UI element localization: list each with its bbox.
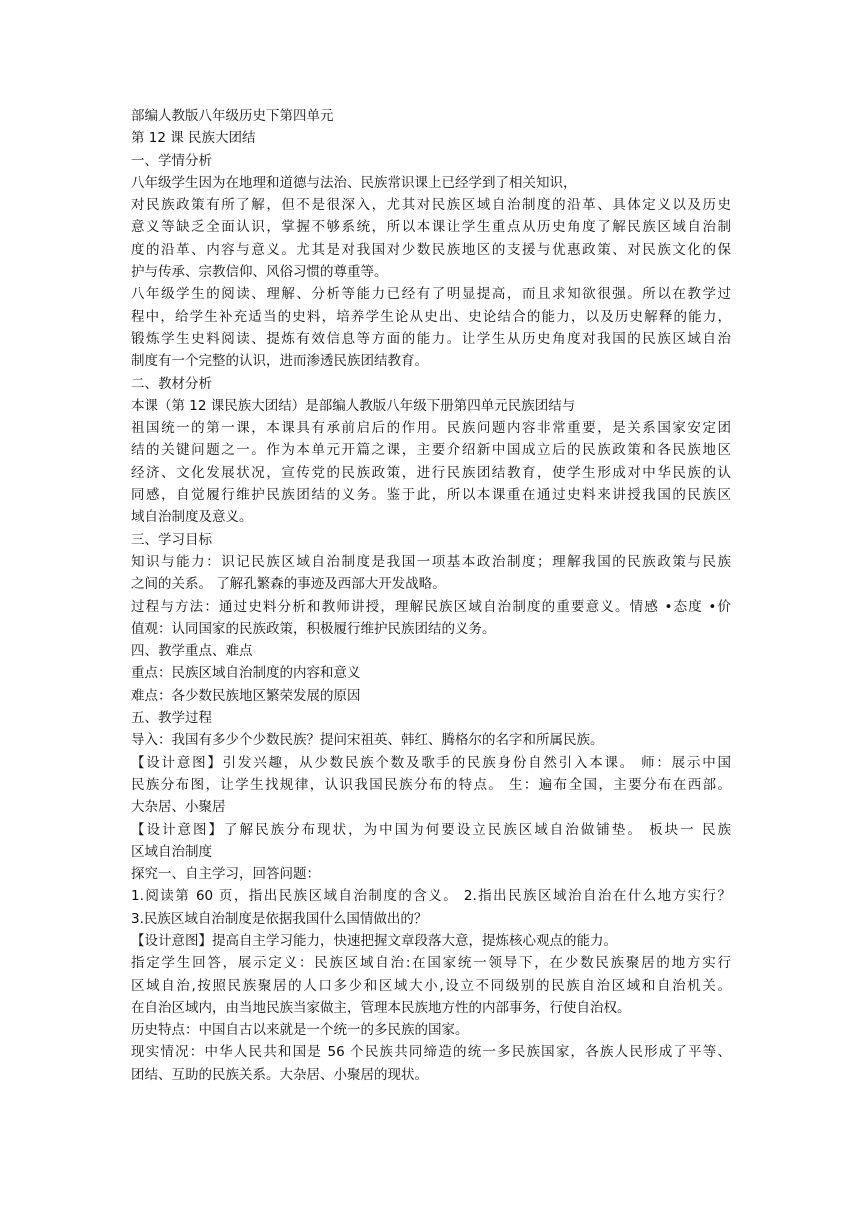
- document-line: 八年级学生因为在地理和道德与法治、民族常识课上已经学到了相关知识，: [131, 174, 577, 191]
- document-line: 之间的关系。 了解孔繁森的事迹及西部大开发战略。: [131, 576, 446, 593]
- document-line: 【设计意图】引发兴趣，从少数民族个数及歌手的民族身份自然引入本课。 师：展示中国: [131, 754, 731, 771]
- document-line: 护与传承、宗教信仰、风俗习惯的尊重等。: [131, 264, 388, 281]
- document-line: 值观：认同国家的民族政策，积极履行维护民族团结的义务。: [131, 620, 496, 637]
- document-line: 二、教材分析: [131, 375, 212, 392]
- document-line: 导入：我国有多少个少数民族？提问宋祖英、韩红、腾格尔的名字和所属民族。: [131, 732, 604, 749]
- document-line: 知识与能力：识记民族区域自治制度是我国一项基本政治制度；理解我国的民族政策与民族: [131, 553, 731, 570]
- document-line: 【设计意图】提高自主学习能力，快速把握文章段落大意，提炼核心观点的能力。: [131, 932, 617, 949]
- document-line: 域自治制度及意义。: [131, 509, 253, 526]
- document-line: 祖国统一的第一课，本课具有承前启后的作用。民族问题内容非常重要，是关系国家安定团: [131, 420, 731, 437]
- document-line: 制度有一个完整的认识，进而渗透民族团结教育。: [131, 353, 428, 370]
- document-line: 锻炼学生史料阅读、提炼有效信息等方面的能力。让学生从历史角度对我国的民族区域自治: [131, 330, 731, 347]
- document-line: 3.民族区域自治制度是依据我国什么国情做出的？: [131, 910, 428, 927]
- document-line: 结的关键问题之一。作为本单元开篇之课，主要介绍新中国成立后的民族政策和各民族地区: [131, 442, 731, 459]
- document-line: 现实情况：中华人民共和国是 56 个民族共同缔造的统一多民族国家，各族人民形成了平等、: [131, 1044, 731, 1061]
- document-line: 五、教学过程: [131, 710, 212, 727]
- document-line: 程中，给学生补充适当的史料，培养学生论从史出、史论结合的能力，以及历史解释的能力，: [131, 308, 731, 325]
- document-line: 【设计意图】了解民族分布现状，为中国为何要设立民族区域自治做铺垫。 板块一 民族: [131, 821, 731, 838]
- document-line: 探究一、自主学习，回答问题：: [131, 866, 320, 883]
- document-line: 部编人教版八年级历史下第四单元: [131, 108, 334, 124]
- document-line: 经济、文化发展状况，宣传党的民族政策，进行民族团结教育，使学生形成对中华民族的认: [131, 464, 731, 481]
- document-line: 历史特点：中国自古以来就是一个统一的多民族的国家。: [131, 1022, 469, 1039]
- document-line: 难点：各少数民族地区繁荣发展的原因: [131, 687, 361, 704]
- document-line: 三、学习目标: [131, 531, 212, 548]
- document-line: 团结、互助的民族关系。大杂居、小聚居的现状。: [131, 1066, 428, 1083]
- document-line: 四、教学重点、难点: [131, 643, 253, 660]
- document-line: 在自治区域内，由当地民族当家做主，管理本民族地方性的内部事务，行使自治权。: [131, 999, 631, 1016]
- document-line: 第 12 课 民族大团结: [131, 130, 256, 147]
- document-page: [131, 105, 731, 1086]
- document-line: 重点：民族区域自治制度的内容和意义: [131, 665, 361, 682]
- document-line: 区域自治,按照民族聚居的人口多少和区域大小,设立不同级别的民族自治区域和自治机关。: [131, 977, 731, 994]
- document-line: 区域自治制度: [131, 843, 212, 860]
- document-line: 对民族政策有所了解，但不是很深入，尤其对民族区域自治制度的沿革、具体定义以及历史: [131, 197, 731, 214]
- document-line: 意义等缺乏全面认识，掌握不够系统，所以本课让学生重点从历史角度了解民族区域自治制: [131, 219, 731, 236]
- document-line: 大杂居、小聚居: [131, 799, 226, 816]
- document-line: 指定学生回答，展示定义：民族区域自治:在国家统一领导下，在少数民族聚居的地方实行: [131, 955, 731, 972]
- document-line: 度的沿革、内容与意义。尤其是对我国对少数民族地区的支援与优惠政策、对民族文化的保: [131, 241, 731, 258]
- document-line: 一、学情分析: [131, 152, 212, 169]
- document-line: 本课（第 12 课民族大团结）是部编人教版八年级下册第四单元民族团结与: [131, 397, 576, 414]
- document-line: 八年级学生的阅读、理解、分析等能力已经有了明显提高，而且求知欲很强。所以在教学过: [131, 286, 731, 303]
- document-line: 过程与方法：通过史料分析和教师讲授，理解民族区域自治制度的重要意义。情感 •态度 •价: [131, 598, 731, 615]
- document-line: 同感，自觉履行维护民族团结的义务。鉴于此，所以本课重在通过史料来讲授我国的民族区: [131, 487, 731, 504]
- document-line: 1.阅读第 60 页，指出民族区域自治制度的含义。 2.指出民族区域治自治在什么地方实行？: [131, 888, 731, 905]
- document-line: 民族分布图，让学生找规律，认识我国民族分布的特点。 生：遍布全国，主要分布在西部。: [131, 776, 731, 793]
